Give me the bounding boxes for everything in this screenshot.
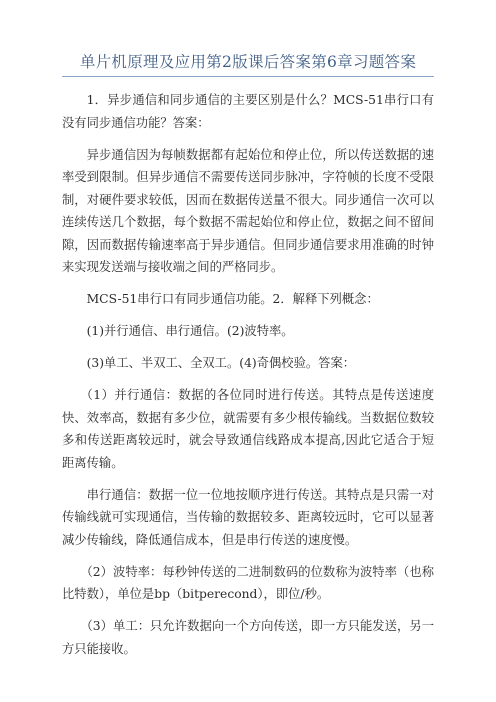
paragraph-serial-sync-question-2: MCS-51串行口有同步通信功能。2．解释下列概念： bbox=[86, 292, 379, 306]
paragraph-concepts-3-4: (3)单工、半双工、全双工。(4)奇偶校验。答案： bbox=[86, 356, 356, 370]
paragraph-simplex: （3）单工：只允许数据向一个方向传送，即一方只能发送，另一方只能接收。 bbox=[62, 619, 434, 656]
document-title: 单片机原理及应用第2版课后答案第6章习题答案 bbox=[79, 53, 417, 71]
paragraph-parallel-communication: （1）并行通信：数据的各位同时进行传送。其特点是传送速度快、效率高，数据有多少位，就需要有多少根传输线。当数据位数较多和传送距离较远时，就会导致通信线路成本提高,因此它适合于短距离传输。 bbox=[62, 388, 434, 470]
paragraph-serial-communication: 串行通信：数据一位一位地按顺序进行传送。其特点是只需一对传输线就可实现通信，当传输的数据较多、距离较远时，它可以显著减少传输线，降低通信成本，但是串行传送的速度慢。 bbox=[62, 487, 434, 547]
paragraph-answer-async-sync: 异步通信因为每帧数据都有起始位和停止位，所以传送数据的速率受到限制。但异步通信不需要传送同步脉冲，字符帧的长度不受限制，对硬件要求较低，因而在数据传送量不很大。同步通信一次可以连续传送几个数据，每个数据不需起始位和停止位，数据之间不留间隙，因而数据传输速率高于异步通信。但同步通信要求用准确的时钟来实现发送端与接收端之间的严格同步。 bbox=[62, 147, 434, 274]
paragraph-question-1: 1．异步通信和同步通信的主要区别是什么？MCS-51串行口有没有同步通信功能？答案： bbox=[62, 93, 434, 130]
paragraph-concepts-1-2: (1)并行通信、串行通信。(2)波特率。 bbox=[86, 324, 294, 338]
title-underline bbox=[62, 76, 434, 77]
paragraph-baud-rate: （2）波特率：每秒钟传送的二进制数码的位数称为波特率（也称比特数），单位是bp（bitperecond），即位/秒。 bbox=[62, 564, 434, 601]
document-body bbox=[62, 89, 434, 670]
